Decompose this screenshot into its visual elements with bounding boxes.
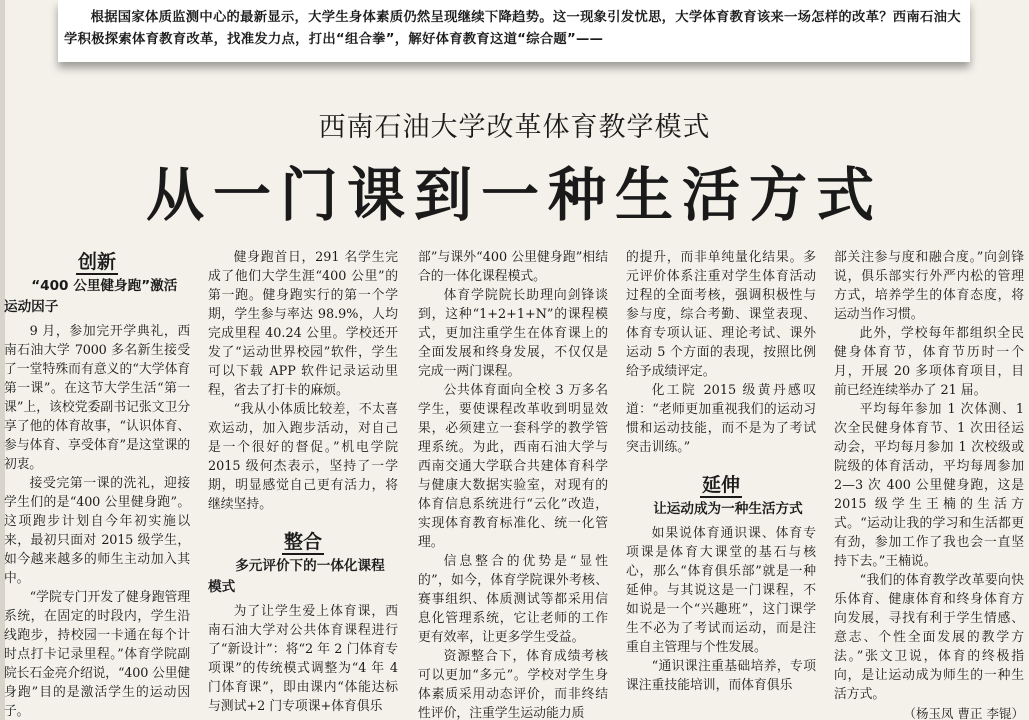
column-1 [4, 248, 190, 720]
author-byline: （杨玉凤 曹正 李锟） [903, 706, 1024, 720]
section-title-extension: 延伸 [701, 474, 740, 496]
paragraph: 此外，学校每年都组织全民健身体育节，体育节历时一个月，开展 20 多项体育项目，目前已经连续举办了 21 届。 [834, 326, 1024, 398]
section-subtitle-extension: 让运动成为一种生活方式 [653, 501, 803, 517]
section-subtitle-innovation: “400 公里健身跑”激活运动因子 [4, 278, 178, 315]
column-4 [626, 248, 816, 720]
paragraph: 部”与课外“400 公里健身跑”相结合的一体化课程模式。 [418, 250, 608, 284]
article-headline: 从一门课到一种生活方式 [145, 161, 883, 229]
paragraph: 9 月，参加完开学典礼，西南石油大学 7000 多名新生接受了一堂特殊而有意义的“大学体育第一课”。在这节大学生活“第一课”上，该校党委副书记张文卫分享了他的体育故事，“认识体育、参与体育、享受体育”是这堂课的初衷。 [4, 324, 190, 472]
section-title-innovation: 创新 [77, 251, 116, 273]
paragraph: “我们的体育教学改革要向快乐体育、健康体育和终身体育方向发展，寻找有利于学生情感、意志、个性全面发展的教学方法。”张文卫说，体育的终极指向，是让运动成为师生的一种生活方式。 [834, 573, 1024, 702]
paragraph: 信息整合的优势是“显性的”，如今，体育学院课外考核、赛事组织、体质测试等都采用信息化管理系统，它让老师的工作更有效率，让更多学生受益。 [418, 554, 608, 645]
article-subheadline: 西南石油大学改革体育教学模式 [318, 112, 711, 143]
paragraph: 资源整合下，体育成绩考核可以更加“多元”。学校对学生身体素质采用动态评价，而非终结性评价，注重学生运动能力质 [418, 649, 608, 720]
paragraph: 公共体育面向全校 3 万多名学生，要使课程改革收到明显效果，必须建立一套科学的教学管理系统。为此，西南石油大学与西南交通大学联合共建体育科学与健康大数据实验室，对现有的体育信息系统进行“云化”改造，实现体育教育标准化、统一化管理。 [418, 383, 608, 550]
column-3 [418, 248, 608, 720]
column-2 [208, 248, 398, 720]
paragraph: 平均每年参加 1 次体测、1 次全民健身体育节、1 次田径运动会，平均每月参加 1 次校级或院级的体育活动，平均每周参加 2—3 次 400 公里健身跑，这是 2015 级学生王楠的生活方式。“运动让我的学习和生活都更有劲，参加工作了我也会一直坚持下去。”王楠说。 [834, 402, 1024, 569]
paragraph: 如果说体育通识课、体育专项课是体育大课堂的基石与核心，那么“体育俱乐部”就是一种延伸。与其说这是一门课程，不如说是一个“兴趣班”，这门课学生不必为了考试而运动，而是注重自主管理与个性发展。 [626, 526, 816, 655]
paragraph: 化工院 2015 级黄丹感叹道：“老师更加重视我们的运动习惯和运动技能，而不是为了考试突击训练。” [626, 383, 816, 455]
column-5 [834, 248, 1024, 720]
lead-paragraph: 根据国家体质监测中心的最新显示，大学生身体素质仍然呈现继续下降趋势。这一现象引发忧思，大学体育教育该来一场怎样的改革？西南石油大学积极探索体育教育改革，找准发力点，打出“组合拳”，解好体育教育这道“综合题”—— [64, 10, 961, 47]
paragraph: “学院专门开发了健身跑管理系统，在固定的时段内，学生沿线跑步，持校园一卡通在每个计时点打卡记录里程。”体育学院副院长石金亮介绍说，“400 公里健身跑”目的是激活学生的运动因子。 [4, 590, 190, 719]
paragraph: “我从小体质比较差，不太喜欢运动，加入跑步活动，对自己是一个很好的督促。”机电学院 2015 级何杰表示，坚持了一学期，明显感觉自己更有活力，将继续坚持。 [208, 402, 398, 512]
section-subtitle-integration: 多元评价下的一体化课程模式 [208, 558, 385, 595]
paragraph: 体育学院院长助理向剑锋谈到，这种“1+2+1+N”的课程模式，更加注重学生在体育课上的全面发展和终身发展，不仅仅是完成一两门课程。 [418, 288, 608, 379]
paragraph: 部关注参与度和融合度。”向剑锋说，俱乐部实行外严内松的管理方式，培养学生的体育态度，将运动当作习惯。 [834, 250, 1024, 322]
paragraph: “通识课注重基础培养，专项课注重技能培训，而体育俱乐 [626, 659, 816, 693]
paragraph: 的提升，而非单纯量化结果。多元评价体系注重对学生体育活动过程的全面考核，强调积极性与参与度，综合考勤、课堂表现、体育专项认证、理论考试、课外运动 5 个方面的表现，按照比例给予成绩评定。 [626, 250, 816, 379]
paragraph: 为了让学生爱上体育课，西南石油大学对公共体育课程进行了“新设计”：将“2 年 2 门体育专项课”的传统模式调整为“4 年 4 门体育课”，即由课内“体能达标与测试+2 门专项课+体育俱乐 [208, 604, 398, 714]
section-title-integration: 整合 [283, 531, 322, 553]
paragraph: 接受完第一课的洗礼，迎接学生们的是“400 公里健身跑”。这项跑步计划自今年初实施以来，最初只面对 2015 级学生，如今越来越多的师生主动加入其中。 [4, 476, 190, 586]
paragraph: 健身跑首日，291 名学生完成了他们大学生涯“400 公里”的第一跑。健身跑实行的第一个学期，学生参与率达 98.9%，人均完成里程 40.24 公里。学校还开发了“运动世界校园”软件，学生可以下载 APP 软件记录运动里程，省去了打卡的麻烦。 [208, 250, 398, 398]
